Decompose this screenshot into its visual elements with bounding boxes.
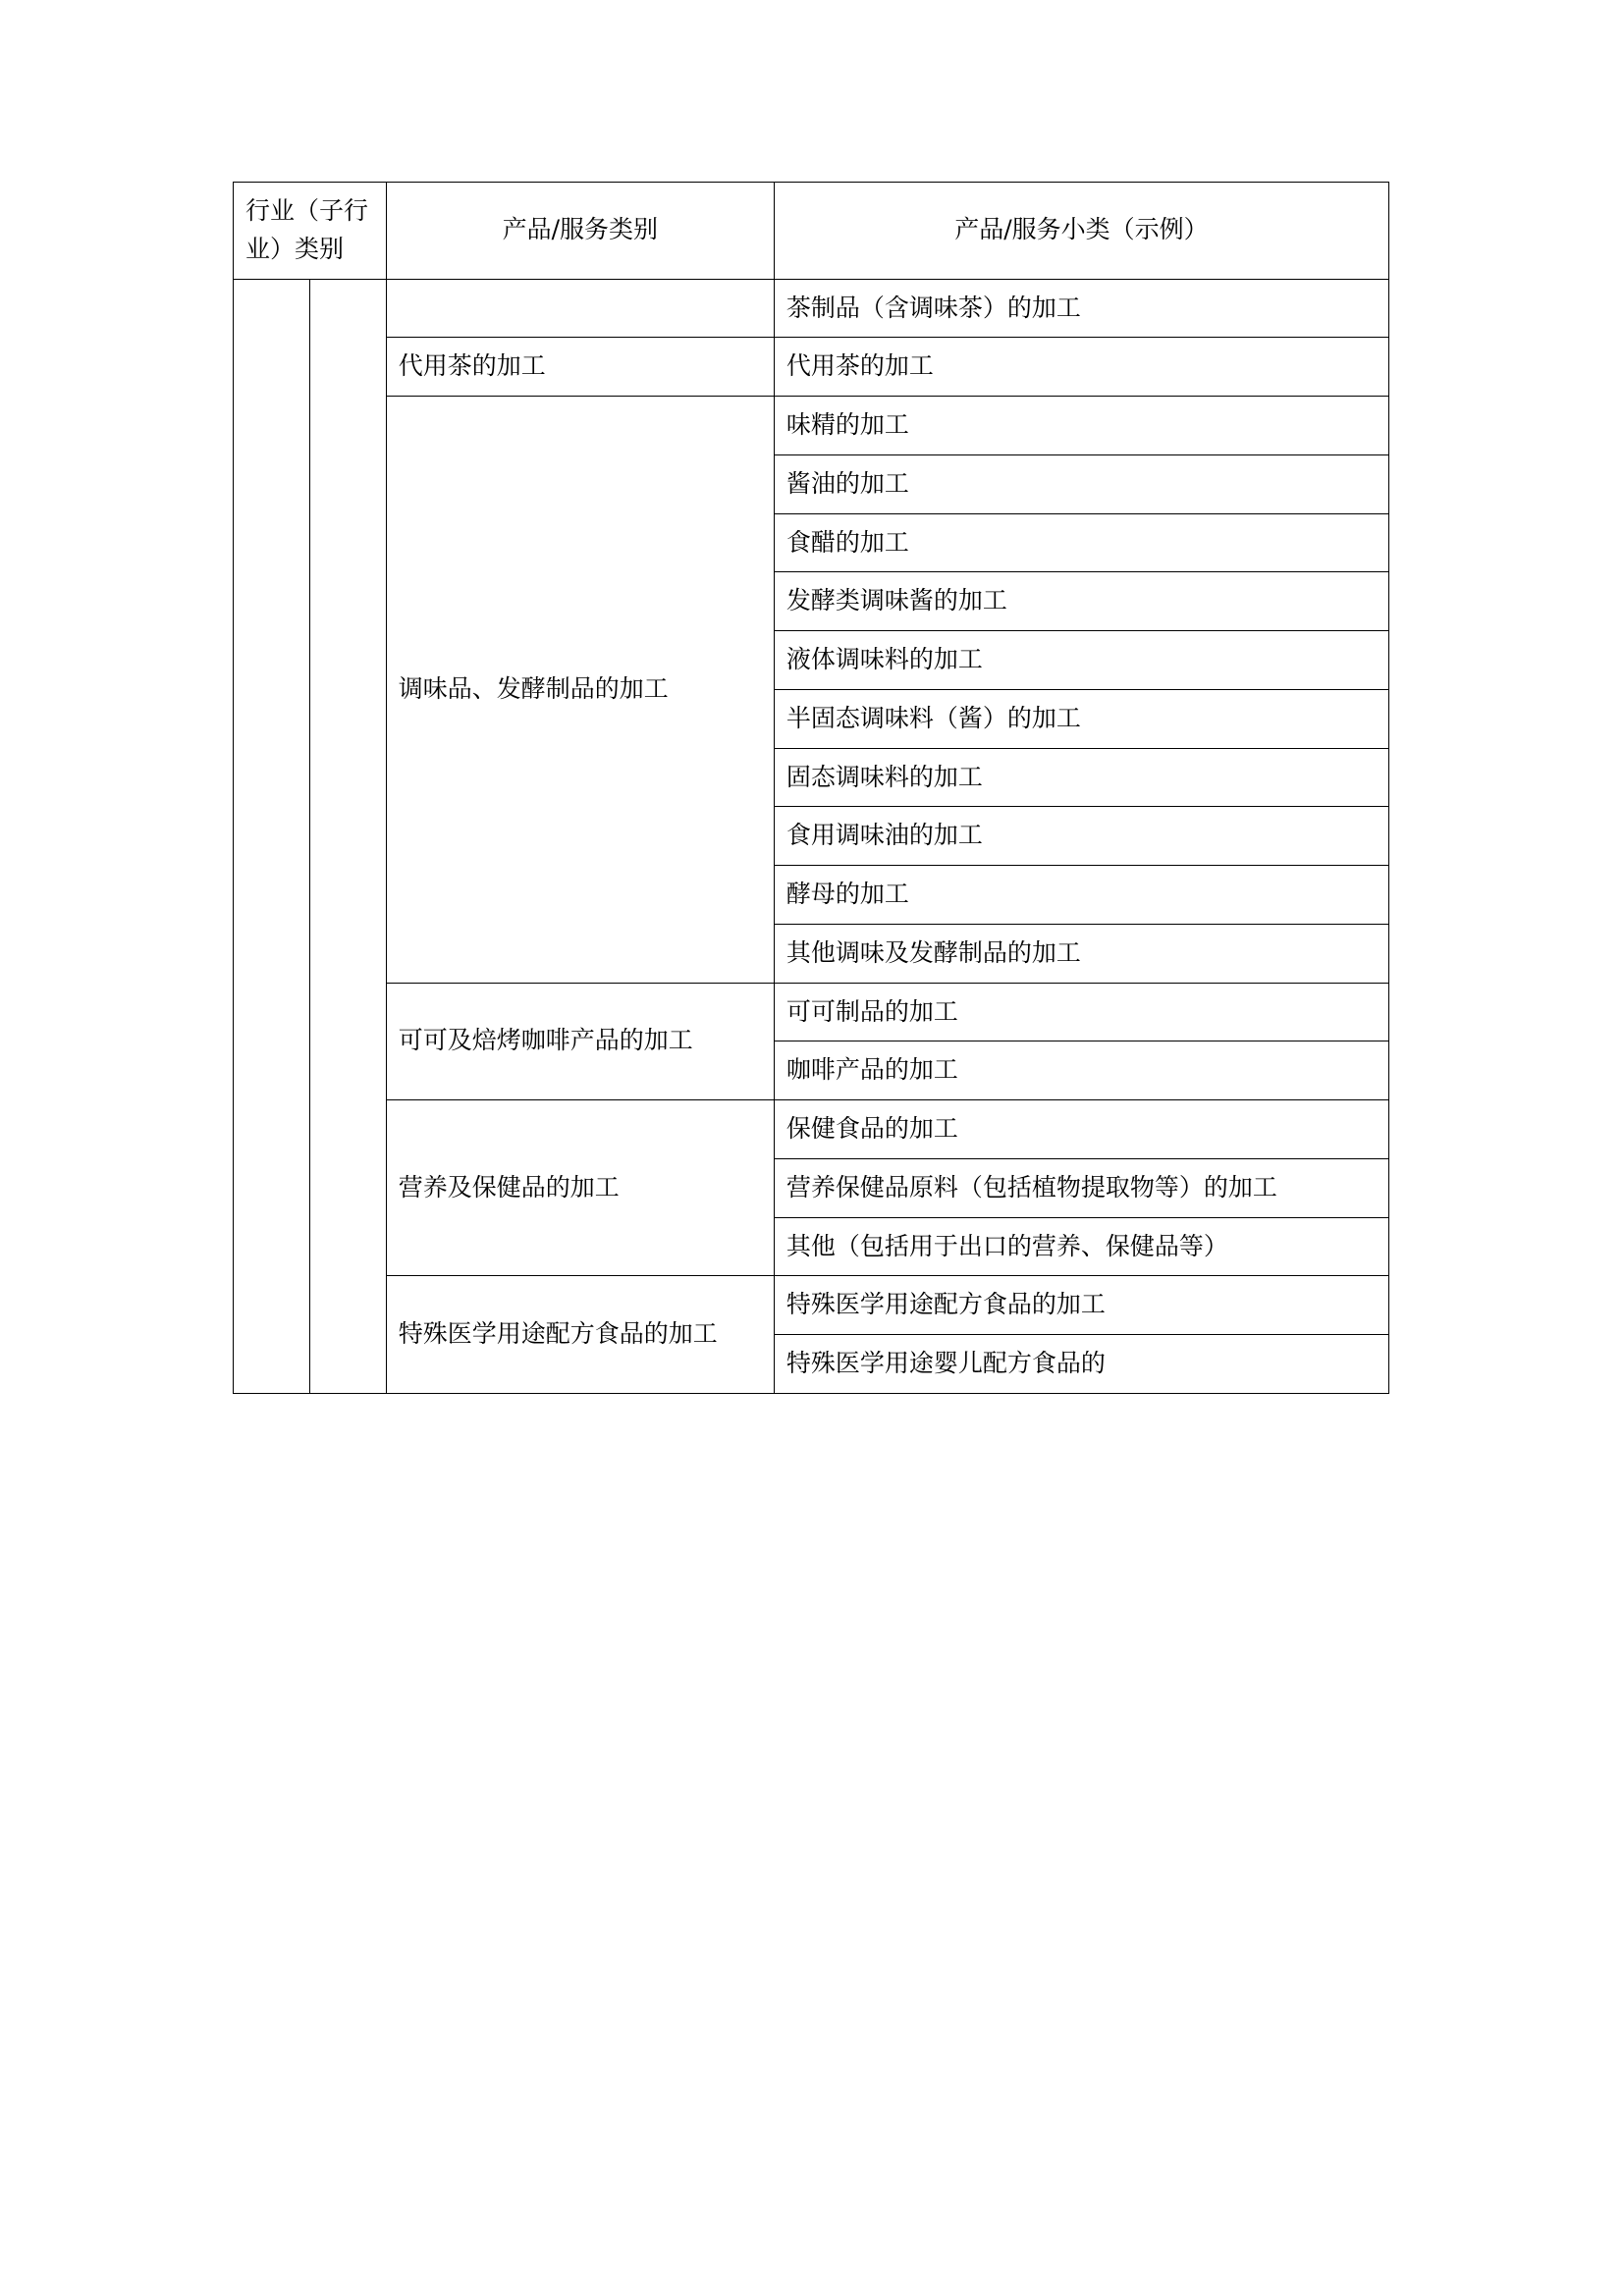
table-row <box>234 397 1389 455</box>
table-container <box>233 182 1389 1394</box>
cell-category: 特殊医学用途配方食品的加工 <box>386 1276 774 1394</box>
cell-subcategory: 食醋的加工 <box>774 513 1388 572</box>
cell-subcategory: 营养保健品原料（包括植物提取物等）的加工 <box>774 1158 1388 1217</box>
cell-subcategory: 茶制品（含调味茶）的加工 <box>774 279 1388 338</box>
cell-industry-blank <box>234 279 310 1393</box>
cell-subcategory: 特殊医学用途配方食品的加工 <box>774 1276 1388 1335</box>
table-row <box>234 983 1389 1041</box>
table-row <box>234 279 1389 338</box>
cell-category-blank <box>386 279 774 338</box>
table-row <box>234 1100 1389 1159</box>
cell-subcategory: 酵母的加工 <box>774 866 1388 925</box>
table-row <box>234 338 1389 397</box>
cell-subcategory: 固态调味料的加工 <box>774 748 1388 807</box>
cell-subcategory: 特殊医学用途婴儿配方食品的 <box>774 1335 1388 1394</box>
cell-subcategory: 食用调味油的加工 <box>774 807 1388 866</box>
header-product-subcategory: 产品/服务小类（示例） <box>774 183 1388 280</box>
cell-category: 代用茶的加工 <box>386 338 774 397</box>
cell-category: 营养及保健品的加工 <box>386 1100 774 1276</box>
table-row <box>234 1276 1389 1335</box>
cell-subcategory: 酱油的加工 <box>774 454 1388 513</box>
cell-subcategory: 液体调味料的加工 <box>774 631 1388 690</box>
cell-subcategory: 咖啡产品的加工 <box>774 1041 1388 1100</box>
cell-subindustry-blank <box>309 279 386 1393</box>
cell-subcategory: 代用茶的加工 <box>774 338 1388 397</box>
cell-subcategory: 半固态调味料（酱）的加工 <box>774 689 1388 748</box>
cell-category: 可可及焙烤咖啡产品的加工 <box>386 983 774 1100</box>
industry-category-table <box>233 182 1389 1394</box>
cell-subcategory: 发酵类调味酱的加工 <box>774 572 1388 631</box>
header-industry-category: 行业（子行业）类别 <box>234 183 387 280</box>
cell-subcategory: 其他（包括用于出口的营养、保健品等） <box>774 1217 1388 1276</box>
cell-subcategory: 味精的加工 <box>774 397 1388 455</box>
table-header-row <box>234 183 1389 280</box>
cell-category: 调味品、发酵制品的加工 <box>386 397 774 984</box>
cell-subcategory: 保健食品的加工 <box>774 1100 1388 1159</box>
header-product-category: 产品/服务类别 <box>386 183 774 280</box>
cell-subcategory: 可可制品的加工 <box>774 983 1388 1041</box>
cell-subcategory: 其他调味及发酵制品的加工 <box>774 924 1388 983</box>
